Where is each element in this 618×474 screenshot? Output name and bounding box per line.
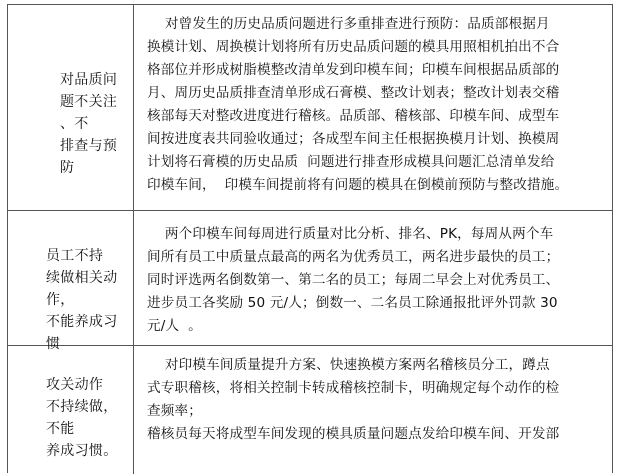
measure-text: 对印模车间质量提升方案、快速换模方案两名稽核员分工，蹲点 式专职稽核，将相关控制卡转成稽核控制卡，明确规定每个动作的检 查频率； 稽核员每天将成型车间发现的模具质量问题点发给印模车间、开发部 (147, 357, 560, 442)
table-row (8, 5, 612, 211)
issue-cell (8, 5, 134, 210)
measure-cell (135, 211, 612, 345)
issue-label: 对品质问 题不关注 、不 排查与预防 (60, 72, 118, 176)
measures-table (7, 4, 613, 473)
table-row (8, 346, 612, 474)
measure-text: 对曾发生的历史品质问题进行多重排查进行预防：品质部根据月 换模计划、周换模计划将所有历史品质问题的模具用照相机拍出不合 格部位并形成树脂模整改清单发到印模车间；印模车间根据品质部的 月、周历史品质排查清单形成石膏模、整改计划表；整改计划表交稽 核部每天对整改进度进行稽核。品质部、稽核部、印模车间、成型车 间按进度表共同验收通过；各成型车间主任根据换模月计划、换模周 计划将石膏模的历史品质 问题进行排查形成模具问题汇总清单发给 印模车间， 印模车间提前将有问题的模具在倒模前预防与整改措施。 (147, 16, 569, 193)
measure-cell (135, 5, 612, 210)
measure-text: 两个印模车间每周进行质量对比分析、排名、PK，每周从两个车 间所有员工中质量点最高的两名为优秀员工，两名进步最快的员工； 同时评选两名倒数第一、第二名的员工；每周二早会上对优秀员工、 进步员工各奖励 50 元/人；倒数一、二名员工除通报批评外罚款 30 元/人 。 (147, 226, 560, 334)
table-row (8, 211, 612, 352)
issue-cell (8, 346, 134, 474)
issue-cell (8, 211, 134, 352)
issue-label: 员工不持 续做相关动作， 不能养成习惯 (46, 248, 118, 352)
measure-cell (135, 346, 612, 474)
issue-label: 攻关动作 不持续做，不能 养成习惯。 (46, 377, 118, 459)
